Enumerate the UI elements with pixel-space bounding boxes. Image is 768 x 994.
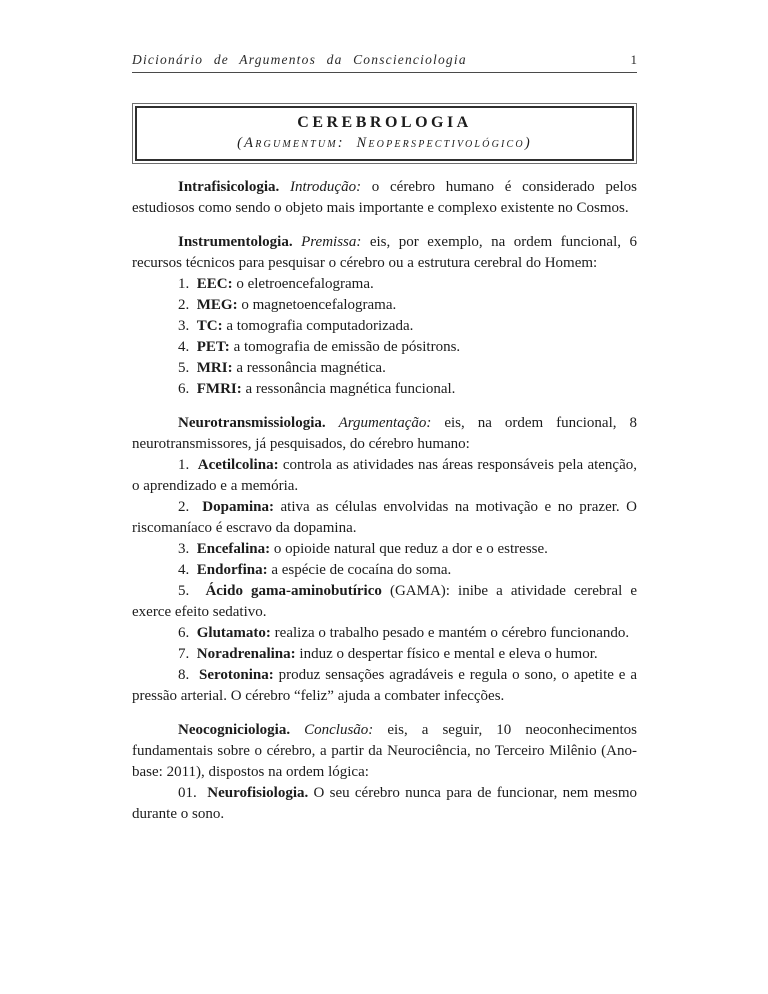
text-run: O seu cérebro nunca para de funcionar, nem mesmo durante o sono. — [132, 785, 637, 822]
text-run: Glutamato: — [196, 625, 271, 641]
list-item-acido-gama-aminobutirico — [132, 581, 637, 623]
text-run: Dopamina: — [202, 499, 274, 515]
text-run: Neurofisiologia. — [207, 785, 314, 801]
entry-subtitle: (Argumentum: Neoperspectivológico) — [237, 135, 532, 151]
text-run: 2. — [178, 499, 203, 515]
page-content — [132, 52, 637, 825]
text-run: Noradrenalina: — [196, 646, 296, 662]
text-run: eis, na ordem funcional, 8 neurotransmissores, já pesquisados, do cérebro humano: — [132, 415, 637, 452]
title-box-inner — [135, 106, 634, 161]
text-run: PET: — [196, 339, 230, 355]
paragraph-intrafisicologia — [132, 177, 637, 219]
list-item-mri — [132, 358, 637, 379]
text-run: 4. — [178, 562, 197, 578]
text-run: Intrafisicologia. — [178, 179, 290, 195]
header-title: Dicionário de Argumentos da Conscienciologia — [132, 52, 467, 67]
text-run: induz o despertar físico e mental e eleva o humor. — [295, 646, 598, 662]
text-run: TC: — [196, 318, 223, 334]
list-item-tc — [132, 316, 637, 337]
text-run: Encefalina: — [196, 541, 271, 557]
text-run: 5. — [178, 583, 206, 599]
text-run: o magnetoencefalograma. — [237, 297, 397, 313]
text-run: eis, por exemplo, na ordem funcional, 6 recursos técnicos para pesquisar o cérebro ou a estrutura cerebral do Homem: — [132, 234, 637, 271]
text-run: a ressonância magnética. — [232, 360, 386, 376]
document-body — [132, 177, 637, 825]
list-item-eec — [132, 274, 637, 295]
running-header — [132, 52, 637, 73]
text-run: a espécie de cocaína do soma. — [267, 562, 452, 578]
list-item-glutamato — [132, 623, 637, 644]
text-run: eis, a seguir, 10 neoconhecimentos fundamentais sobre o cérebro, a partir da Neurociência, no Terceiro Milênio (Ano-base: 2011), dispostos na ordem lógica: — [132, 722, 637, 780]
list-item-neurofisiologia — [132, 783, 637, 825]
text-run: Serotonina: — [199, 667, 274, 683]
text-run: 3. — [178, 318, 197, 334]
text-run: produz sensações agradáveis e regula o sono, o apetite e a pressão arterial. O cérebro “feliz” ajuda a combater infecções. — [132, 667, 637, 704]
list-item-fmri — [132, 379, 637, 400]
text-run: ativa as células envolvidas na motivação e no prazer. O riscomaníaco é escravo da dopamina. — [132, 499, 637, 536]
text-run: realiza o trabalho pesado e mantém o cérebro funcionando. — [270, 625, 630, 641]
list-item-acetilcolina — [132, 455, 637, 497]
text-run: o eletroencefalograma. — [232, 276, 374, 292]
list-item-pet — [132, 337, 637, 358]
text-run: Argumentação: — [338, 415, 445, 431]
list-item-meg — [132, 295, 637, 316]
title-box — [132, 103, 637, 164]
text-run: Neocogniciologia. — [178, 722, 305, 738]
text-run: a tomografia de emissão de pósitrons. — [229, 339, 461, 355]
text-run: 4. — [178, 339, 197, 355]
list-item-encefalina — [132, 539, 637, 560]
page-number: 1 — [630, 52, 637, 67]
text-run: controla as atividades nas áreas responsáveis pela atenção, o aprendizado e a memória. — [132, 457, 637, 494]
list-item-serotonina — [132, 665, 637, 707]
text-run: EEC: — [196, 276, 233, 292]
text-run: Conclusão: — [304, 722, 388, 738]
text-run: MRI: — [196, 360, 233, 376]
text-run: (GAMA): inibe a atividade cerebral e exerce efeito sedativo. — [132, 583, 637, 620]
text-run: 01. — [178, 785, 208, 801]
text-run: Instrumentologia. — [178, 234, 302, 250]
paragraph-neocogniciologia — [132, 720, 637, 783]
text-run: 6. — [178, 381, 197, 397]
text-run: 5. — [178, 360, 197, 376]
entry-title: CEREBROLOGIA — [297, 114, 472, 131]
text-run: MEG: — [196, 297, 238, 313]
text-run: FMRI: — [196, 381, 242, 397]
text-run: 8. — [178, 667, 200, 683]
text-run: Acetilcolina: — [197, 457, 279, 473]
list-item-endorfina — [132, 560, 637, 581]
text-run: Ácido gama-aminobutírico — [205, 583, 382, 599]
text-run: 1. — [178, 276, 197, 292]
text-run: Premissa: — [301, 234, 370, 250]
text-run: 7. — [178, 646, 197, 662]
text-run: 2. — [178, 297, 197, 313]
list-item-dopamina — [132, 497, 637, 539]
text-run: Introdução: — [289, 179, 372, 195]
text-run: a tomografia computadorizada. — [222, 318, 414, 334]
text-run: a ressonância magnética funcional. — [241, 381, 456, 397]
text-run: 6. — [178, 625, 197, 641]
text-run: Neurotransmissiologia. — [178, 415, 339, 431]
text-run: 3. — [178, 541, 197, 557]
text-run: Endorfina: — [196, 562, 268, 578]
text-run: o opioide natural que reduz a dor e o estresse. — [270, 541, 548, 557]
text-run: o cérebro humano é considerado pelos estudiosos como sendo o objeto mais importante e complexo existente no Cosmos. — [132, 179, 637, 216]
paragraph-instrumentologia — [132, 232, 637, 274]
list-item-noradrenalina — [132, 644, 637, 665]
text-run: 1. — [178, 457, 198, 473]
paragraph-neurotransmissiologia — [132, 413, 637, 455]
